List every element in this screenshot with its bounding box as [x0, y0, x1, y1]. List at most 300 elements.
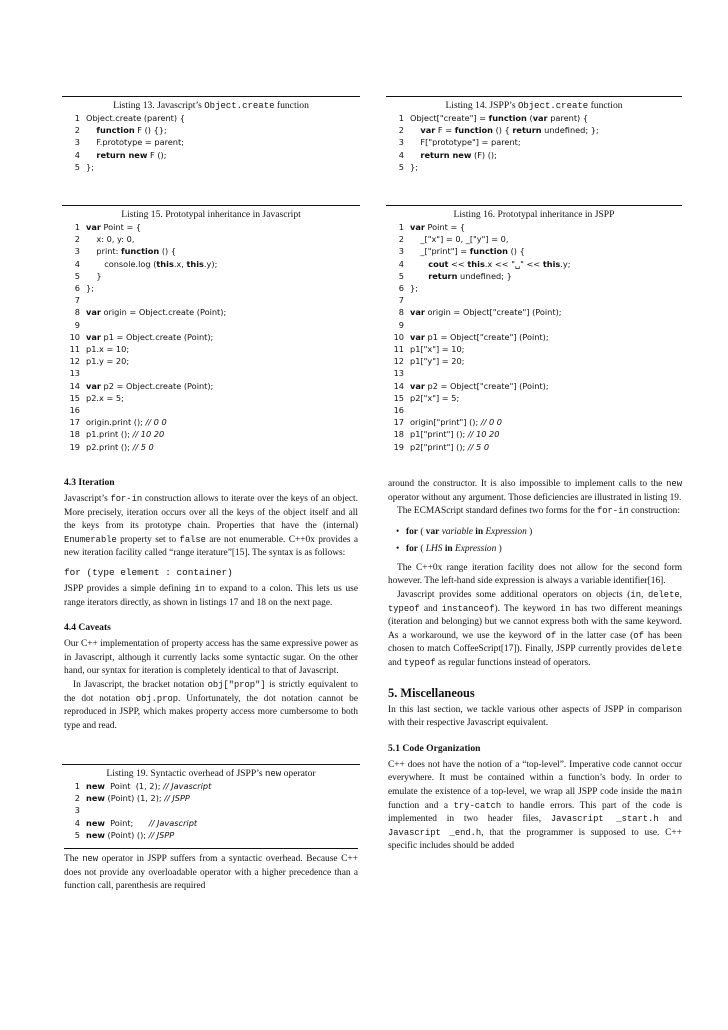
- text: In this last section, we tackle various other aspects of JSPP in comparison with their respective Javascript equivalent.: [388, 704, 682, 729]
- code-text: p2["x"] = 5;: [410, 392, 460, 403]
- line-number: 12: [69, 356, 80, 367]
- text: operator in JSPP suffers from a syntactic overhead. Because C++ does not provide any overloadable operator with a higher precedence than a function call, parenthesis are required: [64, 854, 359, 892]
- code-text: p2 = Object["create"] (Point);: [424, 380, 549, 391]
- listing-caption: [62, 768, 360, 780]
- code-line: [62, 817, 360, 829]
- code-text: p1["x"] = 10;: [410, 344, 465, 355]
- line-number: 1: [398, 113, 404, 123]
- line-number: 12: [393, 356, 404, 367]
- comment: // 10 20: [132, 429, 165, 440]
- inline-code: typeof: [388, 603, 420, 614]
- keyword: this: [542, 258, 561, 269]
- code-line: [386, 306, 682, 318]
- code-block: [62, 112, 360, 173]
- listing-15: [62, 205, 360, 453]
- line-number: 16: [393, 405, 404, 416]
- paragraph: [388, 704, 682, 731]
- text: and: [388, 657, 404, 668]
- code-line: [62, 380, 360, 392]
- paragraph: [388, 562, 682, 589]
- code-line: [386, 331, 682, 343]
- code-line: [62, 804, 360, 816]
- code-line: [386, 221, 682, 233]
- keyword: cout: [428, 258, 449, 269]
- listing-label: Listing 16.: [453, 209, 498, 220]
- caption-text: Syntactic overhead of JSPP’s: [150, 768, 265, 779]
- listing-label: Listing 19.: [106, 768, 151, 779]
- code-text: F =: [435, 125, 455, 136]
- keyword: var: [86, 222, 101, 232]
- code-line: [62, 780, 360, 792]
- keyword: var: [410, 222, 425, 232]
- listing-caption: [62, 209, 360, 221]
- inline-code: of: [545, 630, 557, 641]
- code-line: [62, 367, 360, 379]
- code-text: };: [86, 161, 94, 172]
- code-line: [62, 792, 360, 804]
- left-column: [64, 476, 358, 733]
- line-number: 16: [69, 405, 80, 416]
- keyword: return new: [96, 149, 148, 160]
- paragraph: [64, 679, 358, 733]
- code-line: [62, 416, 360, 428]
- italic-text: LHS: [425, 543, 443, 554]
- code-text: p2 = Object.create (Point);: [100, 380, 214, 391]
- keyword: function: [469, 246, 508, 257]
- inline-code: Javascript _start.h: [550, 814, 659, 825]
- line-number: 10: [69, 331, 80, 342]
- inline-code: in: [194, 583, 205, 594]
- code-text: print:: [86, 246, 122, 257]
- caption-text: Prototypal inheritance in Javascript: [165, 209, 301, 220]
- text: Javascript’s: [64, 494, 111, 504]
- caption-text: Javascript’s: [157, 100, 205, 111]
- keyword: var: [410, 331, 425, 342]
- line-number: 5: [74, 270, 80, 281]
- line-number: 4: [398, 258, 404, 269]
- comment: // Javascript: [148, 817, 198, 828]
- keyword: for: [406, 543, 418, 554]
- line-number: 8: [398, 307, 404, 318]
- code-line: [386, 282, 682, 294]
- text: (: [417, 543, 426, 554]
- line-number: 1: [74, 781, 80, 791]
- code-text: origin = Object["create"] (Point);: [424, 307, 562, 318]
- bullet-text: [406, 527, 532, 537]
- inline-code: new: [82, 854, 99, 864]
- comment: // 5 0: [467, 441, 490, 452]
- code-line: [386, 355, 682, 367]
- comment: // 10 20: [467, 429, 500, 440]
- code-line: [386, 404, 682, 416]
- code-text: }: [86, 270, 102, 281]
- code-text: parent) {: [547, 113, 589, 123]
- code-text: };: [86, 283, 94, 294]
- code-line: [386, 112, 682, 124]
- code-line: [386, 319, 682, 331]
- code-line: [62, 355, 360, 367]
- text: Our C++ implementation of property access has the same expressive power as in Javascript, although it currently lacks some syntactic sugar. On the other hand, our syntax for iteration is completely identical to that of Javascript.: [64, 639, 358, 677]
- line-number: 3: [74, 246, 80, 257]
- code-line: [386, 428, 682, 440]
- text: In Javascript, the bracket notation: [73, 679, 208, 690]
- section-heading-4-4: 4.4 Caveats: [64, 622, 111, 634]
- line-number: 14: [69, 380, 80, 391]
- code-text: F () {};: [134, 125, 167, 136]
- line-number: 14: [393, 380, 404, 391]
- comment: // 5 0: [132, 441, 154, 452]
- left-column-bottom: [64, 848, 358, 894]
- keyword: var: [410, 380, 425, 391]
- line-number: 9: [74, 319, 80, 330]
- paragraph: [388, 589, 682, 671]
- code-text: p2.x = 5;: [86, 392, 124, 403]
- text: (: [417, 526, 426, 537]
- line-number: 2: [398, 234, 404, 245]
- bullet-list: [388, 525, 682, 556]
- listing-top-rule: [386, 205, 682, 206]
- inline-code: in: [630, 589, 641, 600]
- keyword: function: [121, 246, 160, 257]
- code-block: [386, 221, 682, 453]
- text: construction:: [628, 506, 680, 517]
- code-line: [62, 233, 360, 245]
- listing-label: Listing 13.: [113, 100, 158, 111]
- code-text: p1 = Object.create (Point);: [100, 331, 214, 342]
- keyword: function: [488, 113, 527, 123]
- text: has two different meanings (iteration and belonging) but we cannot express both with the same keyword. As a workaround, we use the keyword: [388, 603, 682, 641]
- inline-code: typeof: [403, 657, 436, 668]
- keyword: return: [428, 270, 458, 281]
- code-line: [386, 233, 682, 245]
- text: , that the programmer is supposed to use. C++ specific includes should be added: [388, 827, 682, 852]
- code-line: [62, 319, 360, 331]
- keyword: var: [86, 307, 101, 318]
- line-number: 13: [69, 368, 80, 379]
- section-heading-5-1: 5.1 Code Organization: [388, 742, 481, 754]
- keyword: var: [86, 380, 101, 391]
- code-text: };: [410, 283, 418, 294]
- code-text: [86, 125, 96, 135]
- code-text: (F) ();: [471, 149, 497, 160]
- text: function and a: [388, 800, 454, 811]
- code-text: p1.y = 20;: [86, 356, 130, 367]
- code-snippet: for (type element : container): [64, 566, 233, 578]
- text: Javascript provides some additional operators on objects (: [397, 589, 631, 600]
- line-number: 3: [74, 137, 80, 148]
- code-text: Object["create"] =: [410, 113, 489, 123]
- text: The ECMAScript standard defines two forms for the: [397, 506, 597, 517]
- listing-top-rule: [62, 764, 360, 765]
- code-line: [62, 124, 360, 136]
- caption-code: Object.create: [204, 101, 275, 111]
- text: ): [496, 543, 502, 554]
- code-line: [386, 270, 682, 282]
- code-line: [62, 343, 360, 355]
- line-number: 17: [69, 417, 80, 428]
- line-number: 18: [69, 429, 80, 440]
- code-line: [62, 221, 360, 233]
- line-number: 1: [74, 113, 80, 123]
- listing-19: [62, 764, 360, 841]
- keyword: function: [96, 125, 135, 136]
- line-number: 1: [74, 222, 80, 232]
- line-number: 19: [69, 441, 80, 452]
- bullet-item: • for ( LHS in Expression ): [396, 543, 502, 554]
- code-line: [62, 282, 360, 294]
- code-text: [410, 259, 428, 269]
- line-number: 15: [393, 392, 404, 403]
- code-line: [62, 161, 360, 173]
- keyword: var: [410, 307, 425, 318]
- text: construction allows to iterate over the keys of an object. More precisely, iteration occurs over all the keys of the object itself and all the keys from its prototype chain. Properties that have the (internal): [64, 494, 358, 532]
- caption-text: Prototypal inheritance in JSPP: [497, 209, 615, 220]
- code-text: undefined; };: [541, 125, 599, 136]
- listing-top-rule: [62, 205, 360, 206]
- code-line: [62, 829, 360, 841]
- right-column: [388, 478, 682, 854]
- line-number: 17: [393, 417, 404, 428]
- code-line: [386, 258, 682, 270]
- comment: // 0 0: [480, 417, 502, 428]
- keyword: var: [420, 125, 436, 136]
- code-text: [410, 271, 428, 281]
- code-text: undefined; }: [457, 270, 512, 281]
- code-text: F["prototype"] = parent;: [410, 137, 521, 148]
- code-line: [62, 331, 360, 343]
- paragraph: [64, 493, 358, 561]
- text: The C++0x range iteration facility does not allow for the second form however. The left-hand side expression is always a variable identifier[16].: [388, 562, 682, 587]
- code-text: };: [410, 161, 418, 172]
- paragraph: [388, 478, 682, 505]
- listing-label: Listing 14.: [445, 100, 490, 111]
- code-line: [62, 404, 360, 416]
- listing-bottom-rule: [64, 848, 358, 849]
- code-text: p1 = Object["create"] (Point);: [424, 331, 549, 342]
- code-text: <<: [448, 258, 468, 269]
- code-text: (Point) ();: [104, 829, 149, 840]
- line-number: 11: [69, 344, 80, 355]
- italic-text: Expression: [485, 526, 527, 537]
- line-number: 7: [398, 295, 404, 306]
- line-number: 3: [74, 805, 80, 816]
- text: around the constructor. It is also impossible to implement calls to the: [388, 479, 667, 489]
- caption-code: Object.create: [517, 101, 589, 111]
- code-text: p1.print ();: [86, 429, 133, 440]
- listing-caption: [386, 100, 682, 112]
- text: ): [526, 526, 533, 537]
- inline-code: of: [633, 630, 644, 641]
- paragraph: [64, 583, 358, 610]
- keyword: new: [86, 817, 105, 828]
- text: in the latter case (: [556, 630, 634, 641]
- line-number: 9: [398, 319, 404, 330]
- code-line: [386, 367, 682, 379]
- inline-code: for-in: [110, 494, 143, 504]
- code-text: .x,: [173, 258, 187, 269]
- section-heading-4-3: 4.3 Iteration: [64, 477, 115, 488]
- text: and: [658, 814, 682, 825]
- code-text: [410, 150, 420, 160]
- line-number: 15: [69, 392, 80, 403]
- code-line: [386, 441, 682, 453]
- code-text: [410, 125, 420, 135]
- line-number: 13: [393, 368, 404, 379]
- keyword: new: [86, 793, 105, 804]
- comment: // 0 0: [145, 417, 167, 428]
- paragraph: [64, 638, 358, 679]
- code-text: [86, 150, 96, 160]
- paragraph: [64, 853, 358, 894]
- line-number: 19: [393, 441, 404, 452]
- code-text: p1.x = 10;: [86, 344, 130, 355]
- code-line: [386, 149, 682, 161]
- listing-top-rule: [386, 96, 682, 97]
- code-line: [386, 245, 682, 257]
- code-text: F.prototype = parent;: [86, 137, 184, 148]
- line-number: 4: [398, 149, 404, 160]
- text: C++ does not have the notion of a “top-level”. Imperative code cannot occur everywhere. It must be contained within a function’s body. In order to emulate the existence of a top-level, we wrap all JSPP code inside the: [388, 759, 682, 797]
- line-number: 8: [74, 307, 80, 318]
- code-line: [386, 124, 682, 136]
- inline-code: try-catch: [453, 800, 502, 811]
- code-line: [62, 136, 360, 148]
- code-line: [386, 343, 682, 355]
- text: . Unfortunately, the dot notation cannot be reproduced in JSPP, which makes property access more cumbersome to both type and read.: [64, 693, 358, 731]
- keyword: var: [532, 113, 548, 123]
- code-text: F ();: [147, 149, 167, 160]
- code-text: () {: [159, 246, 177, 257]
- code-text: console.log (: [86, 258, 157, 269]
- keyword: this: [186, 258, 204, 269]
- comment: // JSPP: [148, 829, 175, 840]
- code-line: [62, 245, 360, 257]
- line-number: 3: [398, 137, 404, 148]
- text: to handle errors. This part of the code is implemented in two header files,: [388, 800, 682, 825]
- code-text: Point (1, 2);: [104, 781, 164, 791]
- line-number: 2: [398, 125, 404, 136]
- code-line: [62, 258, 360, 270]
- text: has been chosen to match CoffeeScript[17]). Finally, JSPP currently provides: [388, 630, 682, 655]
- text: operator without any argument. Those deficiencies are illustrated in listing 19.: [388, 492, 682, 503]
- code-text: _["print"] =: [410, 246, 470, 257]
- code-line: [386, 392, 682, 404]
- comment: // JSPP: [164, 793, 190, 804]
- code-text: origin["print"] ();: [410, 417, 481, 428]
- keyword: in: [444, 543, 453, 554]
- keyword: var: [425, 526, 440, 537]
- keyword: new: [86, 781, 105, 791]
- caption-text: function: [588, 100, 623, 111]
- line-number: 18: [393, 429, 404, 440]
- code-line: [386, 380, 682, 392]
- keyword: return new: [420, 149, 472, 160]
- code-line: [386, 294, 682, 306]
- keyword: this: [467, 258, 485, 269]
- text: are not enumerable. C++0x provides a new iteration facility called “range iterature”[15]. The syntax is as follows:: [64, 534, 358, 559]
- caption-code: new: [265, 769, 282, 779]
- inline-code: delete: [647, 589, 680, 600]
- code-text: p1["print"] ();: [410, 429, 468, 440]
- inline-code: delete: [650, 644, 682, 655]
- inline-code: obj["prop"]: [207, 679, 266, 690]
- keyword: return: [512, 125, 542, 136]
- bullet-item: • for ( var variable in Expression ): [396, 526, 533, 537]
- text: is strictly equivalent to the dot notation: [64, 679, 358, 704]
- keyword: in: [475, 526, 484, 537]
- keyword: function: [454, 125, 493, 136]
- inline-code: Enumerable: [64, 534, 117, 545]
- keyword: var: [86, 331, 101, 342]
- code-text: .y;: [560, 258, 571, 269]
- inline-code: in: [559, 603, 571, 614]
- line-number: 2: [74, 125, 80, 136]
- code-text: origin = Object.create (Point);: [100, 307, 227, 318]
- code-text: (: [526, 113, 533, 123]
- code-text: () {: [507, 246, 525, 257]
- code-text: Point = {: [424, 222, 466, 232]
- paragraph: [388, 759, 682, 854]
- text: property set to: [116, 534, 180, 545]
- inline-code: obj.prop: [135, 693, 179, 704]
- code-line: [386, 161, 682, 173]
- listing-caption: [386, 209, 682, 221]
- text: as regular functions instead of operators.: [435, 657, 591, 668]
- code-text: (Point) (1, 2);: [104, 793, 165, 804]
- code-line: [62, 149, 360, 161]
- code-line: [62, 112, 360, 124]
- code-line: [62, 306, 360, 318]
- caption-text: JSPP’s: [489, 100, 518, 111]
- line-number: 2: [74, 234, 80, 245]
- code-line: [62, 441, 360, 453]
- text: JSPP provides a simple defining: [64, 583, 195, 594]
- line-number: 11: [393, 344, 404, 355]
- code-text: Point;: [104, 817, 149, 828]
- code-block: [62, 780, 360, 841]
- code-line: [386, 136, 682, 148]
- italic-text: variable: [441, 526, 473, 537]
- text: The: [64, 854, 83, 864]
- line-number: 4: [74, 817, 80, 828]
- code-text: () {: [492, 125, 513, 136]
- line-number: 4: [74, 258, 80, 269]
- code-text: p1["y"] = 20;: [410, 356, 465, 367]
- text: to expand to a colon. This lets us use range iterators directly, as shown in listings 17 and 18 on the next page.: [64, 583, 358, 608]
- line-number: 5: [398, 270, 404, 281]
- listing-14: [386, 96, 682, 173]
- code-line: [62, 270, 360, 282]
- text: ,: [640, 589, 648, 600]
- keyword: this: [156, 258, 174, 269]
- line-number: 1: [398, 222, 404, 232]
- line-number: 6: [398, 283, 404, 294]
- code-text: .x << "␣" <<: [484, 258, 543, 269]
- italic-text: Expression: [454, 543, 497, 554]
- code-text: origin.print ();: [86, 417, 146, 428]
- inline-code: false: [179, 534, 206, 545]
- text: and: [419, 603, 442, 614]
- code-line: [62, 428, 360, 440]
- code-text: p2.print ();: [86, 441, 133, 452]
- paragraph: [388, 505, 682, 519]
- line-number: 3: [398, 246, 404, 257]
- listing-13: [62, 96, 360, 173]
- line-number: 6: [74, 283, 80, 294]
- line-number: 5: [74, 829, 80, 840]
- line-number: 7: [74, 295, 80, 306]
- line-number: 4: [74, 149, 80, 160]
